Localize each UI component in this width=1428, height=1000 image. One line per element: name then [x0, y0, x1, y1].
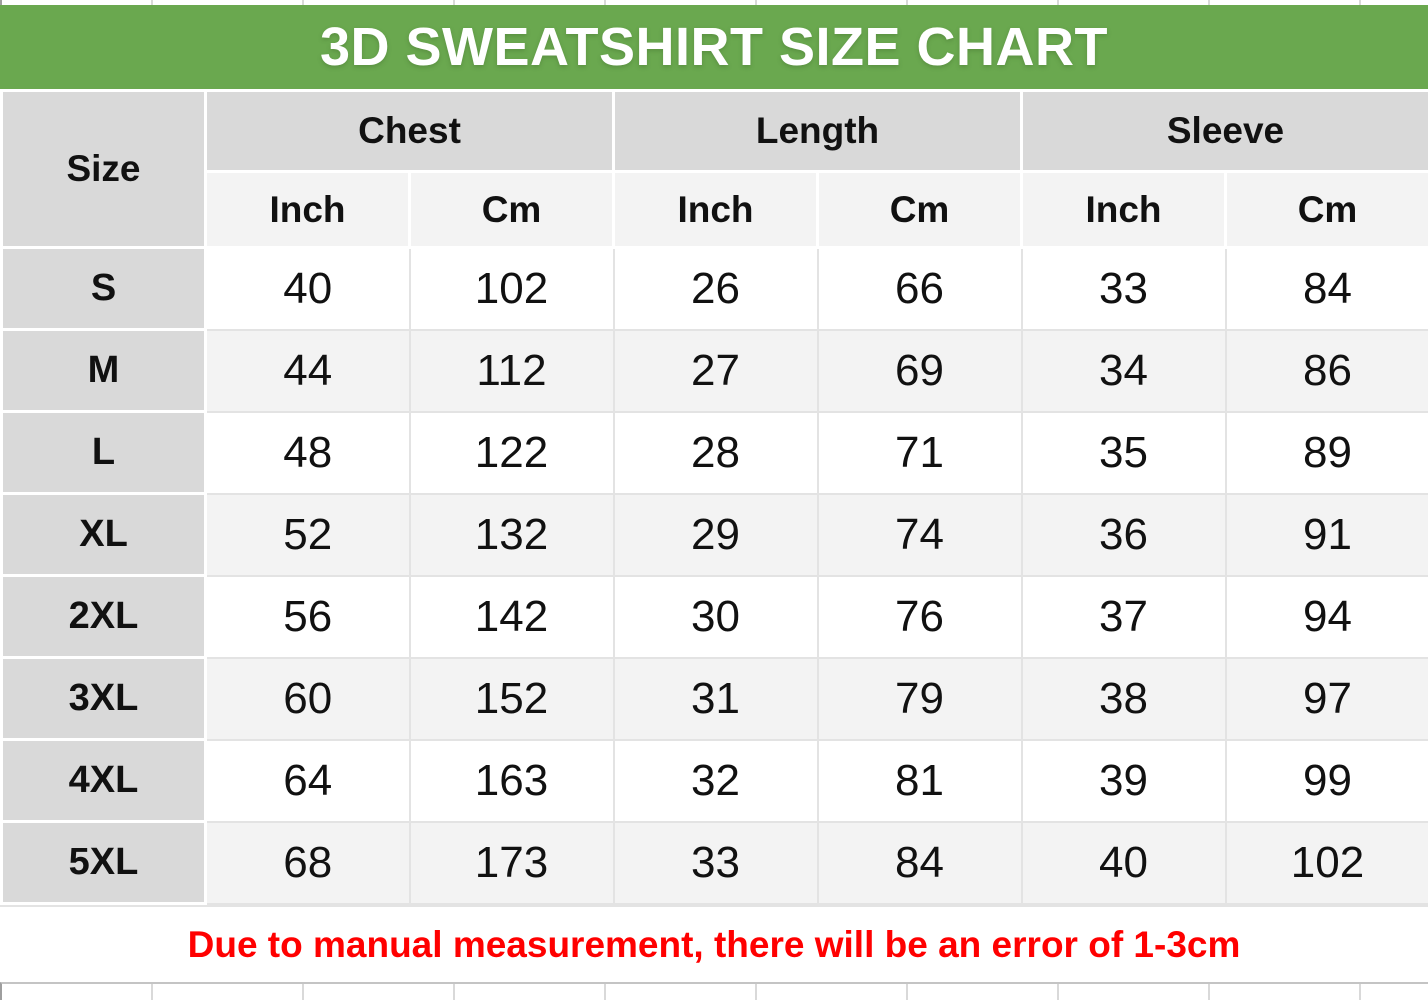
table-row-s [2, 248, 1428, 330]
cell-length-cm: 76 [818, 576, 1022, 658]
column-header-sleeve: Sleeve [1022, 91, 1428, 172]
cell-length-inch: 30 [614, 576, 818, 658]
cell-sleeve-cm: 91 [1226, 494, 1428, 576]
cell-length-inch: 28 [614, 412, 818, 494]
cell-sleeve-inch: 35 [1022, 412, 1226, 494]
title-banner [0, 5, 1428, 89]
cell-chest-cm: 173 [410, 822, 614, 904]
size-label: M [2, 330, 206, 412]
cell-sleeve-inch: 36 [1022, 494, 1226, 576]
cell-sleeve-inch: 37 [1022, 576, 1226, 658]
cell-chest-cm: 102 [410, 248, 614, 330]
table-row-3xl [2, 658, 1428, 740]
size-label: 2XL [2, 576, 206, 658]
cell-length-inch: 32 [614, 740, 818, 822]
cell-chest-cm: 142 [410, 576, 614, 658]
cell-sleeve-inch: 34 [1022, 330, 1226, 412]
cell-sleeve-cm: 84 [1226, 248, 1428, 330]
header-group-row [2, 91, 1428, 172]
cell-chest-inch: 60 [206, 658, 410, 740]
cell-chest-inch: 64 [206, 740, 410, 822]
cell-chest-inch: 56 [206, 576, 410, 658]
table-row-l [2, 412, 1428, 494]
cell-length-inch: 29 [614, 494, 818, 576]
cell-length-inch: 26 [614, 248, 818, 330]
table-row-2xl [2, 576, 1428, 658]
measurement-note-row [0, 905, 1428, 982]
size-label: S [2, 248, 206, 330]
cell-chest-cm: 152 [410, 658, 614, 740]
cell-chest-cm: 132 [410, 494, 614, 576]
cell-chest-inch: 48 [206, 412, 410, 494]
unit-header-sleeve-cm: Cm [1226, 172, 1428, 248]
cell-chest-inch: 40 [206, 248, 410, 330]
table-row-xl [2, 494, 1428, 576]
cell-sleeve-inch: 38 [1022, 658, 1226, 740]
cell-sleeve-cm: 86 [1226, 330, 1428, 412]
cell-chest-cm: 122 [410, 412, 614, 494]
cell-length-inch: 27 [614, 330, 818, 412]
table-row-4xl [2, 740, 1428, 822]
unit-header-chest-inch: Inch [206, 172, 410, 248]
page-title: 3D SWEATSHIRT SIZE CHART [319, 17, 1108, 77]
cell-length-cm: 84 [818, 822, 1022, 904]
unit-header-length-inch: Inch [614, 172, 818, 248]
column-header-chest: Chest [206, 91, 614, 172]
cell-chest-inch: 44 [206, 330, 410, 412]
cell-sleeve-cm: 89 [1226, 412, 1428, 494]
cell-length-cm: 66 [818, 248, 1022, 330]
cell-length-cm: 81 [818, 740, 1022, 822]
cell-chest-inch: 52 [206, 494, 410, 576]
cell-length-cm: 74 [818, 494, 1022, 576]
cell-length-inch: 31 [614, 658, 818, 740]
size-label: L [2, 412, 206, 494]
cell-length-cm: 71 [818, 412, 1022, 494]
size-label: 4XL [2, 740, 206, 822]
column-header-length: Length [614, 91, 1022, 172]
unit-header-sleeve-inch: Inch [1022, 172, 1226, 248]
cell-sleeve-cm: 97 [1226, 658, 1428, 740]
cell-chest-cm: 163 [410, 740, 614, 822]
size-label: 5XL [2, 822, 206, 904]
size-label: XL [2, 494, 206, 576]
cell-sleeve-inch: 33 [1022, 248, 1226, 330]
cell-length-cm: 79 [818, 658, 1022, 740]
cell-sleeve-inch: 40 [1022, 822, 1226, 904]
unit-header-length-cm: Cm [818, 172, 1022, 248]
table-row-m [2, 330, 1428, 412]
cell-chest-cm: 112 [410, 330, 614, 412]
cell-length-inch: 33 [614, 822, 818, 904]
cell-sleeve-cm: 102 [1226, 822, 1428, 904]
cell-sleeve-cm: 99 [1226, 740, 1428, 822]
header-unit-row [2, 172, 1428, 248]
unit-header-chest-cm: Cm [410, 172, 614, 248]
measurement-note: Due to manual measurement, there will be an error of 1-3cm [187, 923, 1241, 965]
size-label: 3XL [2, 658, 206, 740]
cell-chest-inch: 68 [206, 822, 410, 904]
cell-sleeve-inch: 39 [1022, 740, 1226, 822]
size-chart-table [0, 89, 1428, 905]
cell-sleeve-cm: 94 [1226, 576, 1428, 658]
cell-length-cm: 69 [818, 330, 1022, 412]
table-row-5xl [2, 822, 1428, 904]
column-header-size: Size [2, 91, 206, 248]
spreadsheet-grid-strip-bottom [0, 982, 1428, 1000]
